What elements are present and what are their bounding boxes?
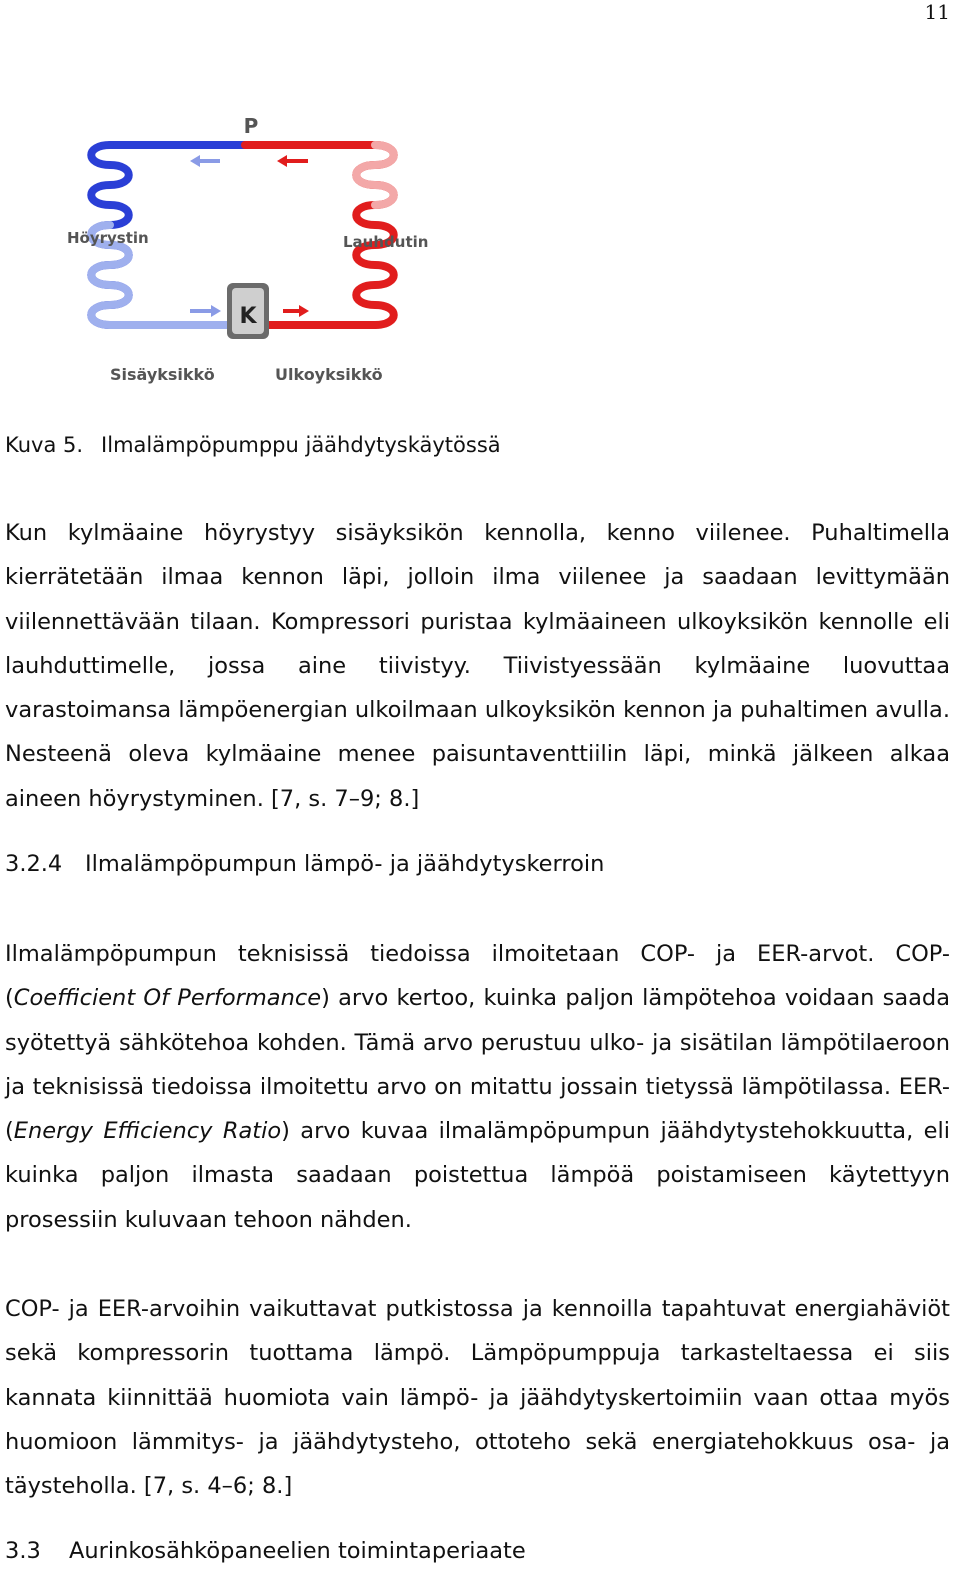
- section-number: 3.3: [5, 1538, 41, 1564]
- label-indoor-unit: Sisäyksikkö: [110, 365, 215, 384]
- paragraph-2-term-cop: Coefficient Of Performance: [13, 985, 322, 1012]
- paragraph-2: [5, 932, 950, 1242]
- caption-number: Kuva 5.: [5, 433, 84, 457]
- figure-caption: [5, 433, 501, 457]
- compressor-label: K: [239, 304, 257, 329]
- flow-arrow-right-top: [277, 155, 308, 167]
- label-evaporator: Höyrystin: [67, 229, 149, 247]
- label-outdoor-unit: Ulkoyksikkö: [275, 365, 383, 384]
- paragraph-2-text-c: ) arvo kuvaa ilmalämpöpumpun jäähdytystehokkuutta, eli kuinka paljon ilmasta saadaan poistettua lämpöä poistamiseen käytettyyn prosessiin kuluvaan tehoon nähden.: [5, 1118, 950, 1233]
- label-condenser: Lauhdutin: [343, 233, 429, 251]
- section-number: 3.2.4: [5, 851, 63, 877]
- flow-arrow-left-top: [190, 155, 220, 167]
- heat-pump-cooling-diagram: [55, 105, 475, 405]
- flow-arrow-right-bottom: [283, 305, 309, 317]
- paragraph-2-term-eer: Energy Efficiency Ratio: [13, 1118, 282, 1145]
- paragraph-3: COP- ja EER-arvoihin vaikuttavat putkistossa ja kennoilla tapahtuvat energiahäviöt sekä kompressorin tuottama lämpö. Lämpöpumppuja tarkasteltaessa ei siis kannata kiinnittää huomiota vain lämpö- ja jäähdytyskertoimiin vaan ottaa myös huomioon lämmitys- ja jäähdytysteho, ottoteho sekä energiatehokkuus osa- ja täysteholla. [7, s. 4–6; 8.]: [5, 1296, 950, 1500]
- paragraph-2-text-b: ) arvo kertoo, kuinka paljon lämpötehoa voidaan saada syötettyä sähkötehoa kohden. Tämä arvo perustuu ulko- ja sisätilan lämpötilaeroon ja teknisissä tiedoissa ilmoitettu arvo on mitattu jossain tietyssä lämpötilassa. EER- (: [5, 985, 950, 1145]
- page-number: 11: [924, 0, 950, 24]
- caption-text: Ilmalämpöpumppu jäähdytyskäytössä: [101, 433, 501, 457]
- compressor-icon: [227, 283, 269, 339]
- section-title: Aurinkosähköpaneelien toimintaperiaate: [69, 1538, 526, 1564]
- flow-arrow-left-bottom: [190, 305, 221, 317]
- paragraph-2-text-a: Ilmalämpöpumpun teknisissä tiedoissa ilmoitetaan COP- ja EER-arvot. COP- (: [5, 941, 950, 1012]
- section-heading-3-3: [5, 1538, 526, 1564]
- label-p: P: [243, 114, 259, 138]
- paragraph-1: Kun kylmäaine höyrystyy sisäyksikön kennolla, kenno viilenee. Puhaltimella kierrätetään ilmaa kennon läpi, jolloin ilma viilenee ja saadaan levittymään viilennettävään tilaan. Kompressori puristaa kylmäaineen ulkoyksikön kennolle eli lauhduttimelle, jossa aine tiivistyy. Tiivistyessään kylmäaine luovuttaa varastoimansa lämpöenergian ulkoilmaan ulkoyksikön kennon ja puhaltimen avulla. Nesteenä oleva kylmäaine menee paisuntaventtiilin läpi, minkä jälkeen alkaa aineen höyrystyminen. [7, s. 7–9; 8.]: [5, 520, 950, 812]
- section-heading-3-2-4: [5, 851, 604, 877]
- section-title: Ilmalämpöpumpun lämpö- ja jäähdytyskerroin: [85, 851, 605, 877]
